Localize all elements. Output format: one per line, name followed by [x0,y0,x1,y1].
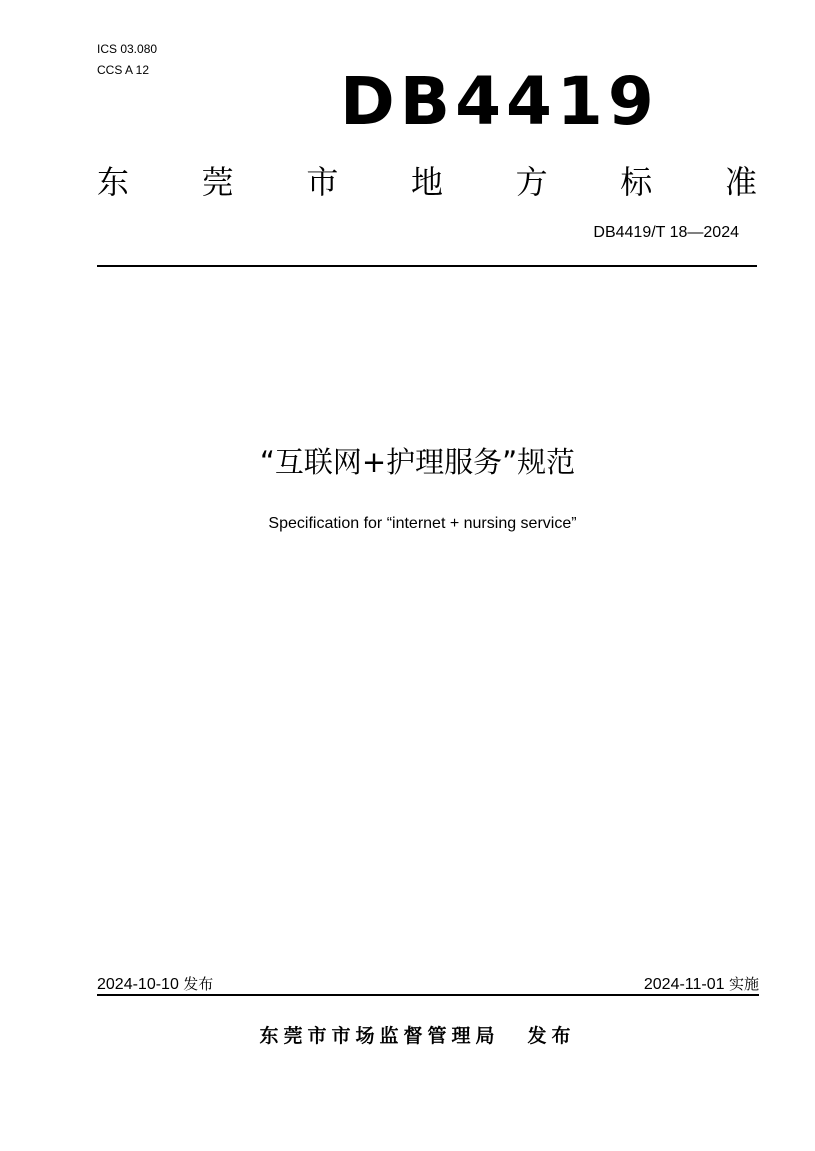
implementation-label: 实施 [728,975,759,993]
release-date: 2024-10-10 [97,976,179,993]
implementation-date: 2024-11-01 [643,976,725,993]
standard-type [97,158,757,206]
standard-type-char: 标 [620,163,653,201]
release-info [97,973,213,996]
implementation-info [644,973,759,996]
ics-code: ICS 03.080 [97,42,158,56]
standard-type-char: 地 [410,163,443,201]
header-divider [97,265,757,267]
issuer [0,1022,815,1050]
standard-type-char: 莞 [201,163,234,201]
date-row [97,973,759,996]
footer-divider [97,994,759,996]
standard-type-char: 准 [724,163,757,201]
ccs-code: CCS A 12 [97,63,150,77]
standard-number: DB4419/T 18—2024 [593,224,739,241]
title-chinese: “互联网+护理服务”规范 [259,445,576,479]
release-label: 发布 [183,975,214,993]
standard-code: DB4419 [340,63,659,140]
issuer-name: 东莞市市场监督管理局 [259,1025,500,1047]
standard-type-char: 市 [306,163,339,201]
standard-type-char: 方 [515,163,548,201]
standard-type-char: 东 [97,163,130,201]
title-english: Specification for “internet + nursing service” [268,515,577,532]
issuer-action: 发布 [527,1025,576,1047]
